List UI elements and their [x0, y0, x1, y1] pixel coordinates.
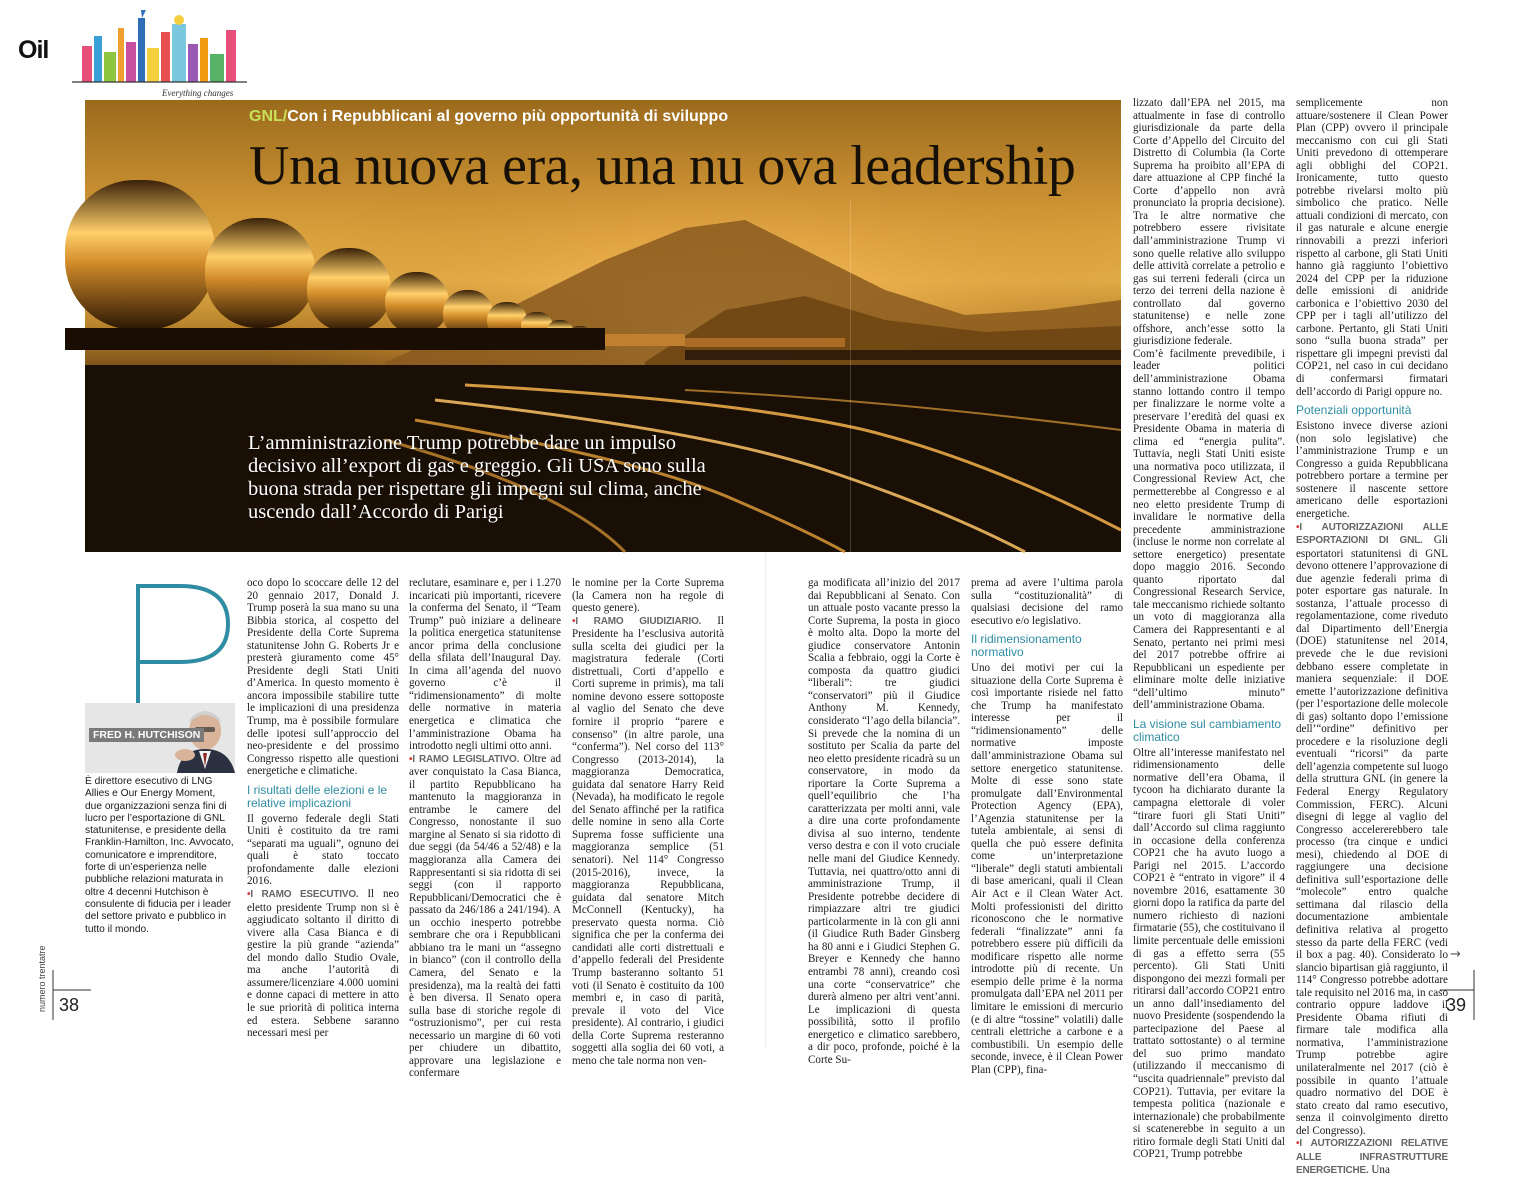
- issue-label: numero trentatre: [37, 945, 47, 1012]
- paragraph: lizzato dall’EPA nel 2015, ma attualmente in fase di controllo giurisdizionale da parte della Corte d’Appello del Circuito del Distretto di Columbia (la Corte Suprema ha proibito all’EPA di dare attuazione al CPP finché la Corte d’appello non avrà pronunciato la propria decisione). Tra le altre normative che potrebbero essere rivisitate dall’amministrazione Trump vi sono quelle relative allo sviluppo delle attività correlate a petrolio e gas sui terreni federali (circa un terzo dei terreni della nazione è controllato dal governo statunitense) e nelle zone offshore, anch’esse sotto la giurisdizione federale.: [1133, 97, 1285, 348]
- article-title: Una nuova era, una nu ova leadership: [249, 135, 1076, 197]
- paragraph: •I AUTORIZZAZIONI RELATIVE ALLE INFRASTRUTTURE ENERGETICHE. Una: [1296, 1138, 1448, 1177]
- hero-image: [85, 100, 1121, 552]
- paragraph: Uno dei motivi per cui la situazione della Corte Suprema è così importante risiede nel fatto che Trump ha manifestato interesse per il “ridimensionamento” delle normative imposte dall’amministrazione Obama sul settore energetico statunitense. Molte di esse sono state promulgate dall’Environmental Protection Agency (EPA), l’Agenzia statunitense per la tutela ambientale, ai sensi di quella che può essere definita come un’interpretazione “liberale” degli statuti ambientali di base americani, quali il Clean Air Act e il Clean Water Act. Molti professionisti del diritto riconoscono che le normative federali “finalizzate” anni fa potrebbero essere più difficili da modificare rispetto alle norme introdotte più di recente. Un esempio delle prime è la norma promulgata dall’EPA nel 2011 per limitare le emissioni di mercurio (e di altre “tossine” volatili) dalle centrali elettriche a carbone e a combustibili. Un esempio delle seconde, invece, è il Clean Power Plan (CPP), fina-: [971, 662, 1123, 1076]
- section-lead: •I RAMO ESECUTIVO.: [247, 889, 359, 901]
- paragraph: Esistono invece diverse azioni (non solo legislative) che l’amministrazione Trump e un Congresso a guida Repubblicana potrebbero portare a termine per sostenere il nascente settore americano delle esportazioni energetiche.: [1296, 420, 1448, 520]
- paragraph: oco dopo lo scoccare delle 12 del 20 gennaio 2017, Donald J. Trump poserà la sua mano su una Bibbia storica, al cospetto del Presidente della Corte Suprema statunitense John G. Roberts Jr e presterà giuramento come 45° Presidente degli Stati Uniti d’America. In questo momento è ancora impossibile stabilire tutte le implicazioni di una presidenza Trump, ma è possibile formulare delle ipotesi sull’approccio del neo-presidente e del prossimo Congresso rispetto alle questioni energetiche e climatiche.: [247, 577, 399, 778]
- subheading: I risultati delle elezioni e le relative implicazioni: [247, 782, 388, 810]
- author-name: FRED H. HUTCHISON: [89, 728, 204, 742]
- masthead: [14, 8, 244, 100]
- paragraph: semplicemente non attuare/sostenere il Clean Power Plan (CPP) ovvero il principale meccanismo con cui gli Stati Uniti prevedono di ottemperare agli obblighi del COP21. Ironicamente, tutto questo potrebbe rivelarsi molto più simbolico che pratico. Nelle attuali condizioni di mercato, con il gas naturale e alcune energie rinnovabili a prezzi inferiori rispetto al carbone, gli Stati Uniti hanno già raggiunto l’obiettivo 2024 del CPP per la riduzione delle emissioni di anidride carbonica e l’obiettivo 2030 del CPP per i tagli all’utilizzo del carbone. Pertanto, gli Stati Uniti sono “sulla buona strada” per rispettare gli impegni previsti dal COP21, nel caso in cui decidano di confermarsi firmatari dell’accordo di Parigi oppure no.: [1296, 97, 1448, 398]
- paragraph: Il governo federale degli Stati Uniti è costituito da tre rami “separati ma uguali”, ognuno dei quali è stato toccato profondamente dalle elezioni 2016.: [247, 812, 399, 888]
- column-2: [409, 577, 561, 1080]
- section-lead: •I AUTORIZZAZIONI RELATIVE ALLE INFRASTRUTTURE ENERGETICHE.: [1296, 1138, 1448, 1177]
- subheading: La visione sul cambiamento climatico: [1133, 716, 1282, 744]
- column-4: [808, 577, 960, 1066]
- drop-cap: [132, 580, 232, 712]
- paragraph: •I RAMO ESECUTIVO. Il neo eletto presidente Trump non si è aggiudicato soltanto il diritto di vivere alla Casa Bianca e di gestire la più grande “azienda” del mondo dallo Studio Ovale, ma anche l’autorità di assumere/licenziare 4.000 uomini e donne capaci di mettere in atto le sue priorità di politica interna ed estera. Sebbene saranno necessari mesi per: [247, 888, 399, 1040]
- author-bio: È direttore esecutivo di LNG Allies e Our Energy Moment, due organizzazioni senza fini di lucro per l’esportazione di GNL statunitense, e presidente della Franklin-Hamilton, Inc. Avvocato, comunicatore e imprenditore, forte di un’esperienza nelle pubbliche relazioni maturata in oltre 4 decenni Hutchison è consulente di fiducia per i leader del settore privato e pubblico in tutto il mondo.: [85, 776, 234, 935]
- paragraph: reclutare, esaminare e, per i 1.270 incaricati più importanti, ricevere la conferma del Senato, il “Team Trump” può iniziare a delineare la politica energetica statunitense ancor prima della conclusione della sfilata dell’Inaugural Day. In cima all’agenda del nuovo governo c’è il “ridimensionamento” di molte delle normative in materia energetica e climatica che l’amministrazione Obama ha introdotto negli ultimi otto anni.: [409, 577, 561, 753]
- skyline-illustration: [72, 8, 247, 88]
- paragraph: prema ad avere l’ultima parola sulla “costituzionalità” di qualsiasi decisione del ramo esecutivo e/o legislativo.: [971, 577, 1123, 627]
- paragraph: ga modificata all’inizio del 2017 dai Repubblicani al Senato. Con un attuale posto vacante presso la Corte Suprema, la posta in gioco è molto alta. Dopo la morte del giudice conservatore Antonin Scalia a febbraio, oggi la Corte è composta da quattro giudici “liberali”: tre giudici “conservatori” più il Giudice Anthony M. Kennedy, considerato “l’ago della bilancia”. Si prevede che la nomina di un sostituto per Scalia da parte del neo eletto presidente ricadrà su un conservatore, in modo da riportare la Corte Suprema a quell’equilibrio che l’ha caratterizzata per molti anni, vale a dire una corte profondamente divisa al suo interno, tendente verso destra e con il voto cruciale nelle mani del Giudice Kennedy. Tuttavia, nei quattro/otto anni di amministrazione Trump, il Presidente potrebbe decidere di rimpiazzare altri tre giudici particolarmente in là con gli anni (il Giudice Ruth Bader Ginsberg ha 80 anni e i Giudici Stephen G. Breyer e Kennedy che hanno entrambi 78 anni), creando così una corte “conservatrice” che durerà almeno per altri vent’anni. Le implicazioni di questa possibilità, sotto il profilo energetico e climatico sarebbero, a dir poco, profonde, poiché è la Corte Su-: [808, 577, 960, 1066]
- spread-gutter: [765, 552, 766, 1049]
- section-lead: •I RAMO GIUDIZIARIO.: [572, 615, 702, 627]
- kicker-text: Con i Repubblicani al governo più opportunità di sviluppo: [287, 108, 729, 125]
- paragraph: •I RAMO LEGISLATIVO. Oltre ad aver conquistato la Casa Bianca, il partito Repubblicano ha mantenuto la maggioranza in entrambe le camere del Congresso, nonostante il suo margine al Senato si sia ridotto di due seggi (da 54/46 a 52/48) e la maggioranza alla Camera dei Rappresentanti si sia ridotta di sei seggi (con il rapporto Repubblicani/Democratici che è passato da 246/186 a 241/194). A un occhio inesperto potrebbe sembrare che ora i Repubblicani abbiano tra le mani un “assegno in bianco” (con il controllo della Camera, del Senato e la presidenza), ma la realtà dei fatti è ben diversa. Il Senato opera sulla base di storiche regole di “ostruzionismo”, per cui resta necessario un margine di 60 voti per chiudere un dibattito, approvare una legislazione e confermare: [409, 752, 562, 1080]
- column-5: [971, 577, 1123, 1076]
- hero-kicker: [249, 108, 728, 126]
- magazine-tagline: Everything changes: [162, 88, 234, 98]
- paragraph: •I AUTORIZZAZIONI ALLE ESPORTAZIONI DI GNL. Gli esportatori statunitensi di GNL devono ottenere l’approvazione di due agenzie federali prima di poter esportare gas naturale. In sostanza, l’attuale processo di regolamentazione, come riveduto dal Dipartimento dell’Energia (DOE) statunitense nel 2014, prevede che le due revisioni debbano essere completate in maniera sequenziale: il DOE emette l’autorizzazione definitiva (per l’esportazione delle molecole di gas) soltanto dopo l’emissione dell’“ordine” definitivo per procedere e la risoluzione degli eventuali “ricorsi” da parte dell’agenzia competente sul luogo della struttura GNL (in genere la Federal Energy Regulatory Commission, FERC). Alcuni disegni di legge al vaglio del Congresso accelererebbero tale processo (tra cinque e undici mesi), chiedendo al DOE di raggiungere una decisione definitiva sull’esportazione delle “molecole” entro qualche settimana dal rilascio della documentazione ambientale definitiva relativa al progetto stesso da parte della FERC (vedi il box a pag. 40). Considerato lo slancio bipartisan già raggiunto, il 114° Congresso potrebbe adottare tale requisito nel 2016 ma, in caso contrario oppure laddove il Presidente Obama rifiuti di firmare tale modifica alla normativa, l’amministrazione Trump potrebbe agire unilateralmente nel 2017 (ciò è possibile in quanto l’attuale quadro normativo del DOE è stato creato dal ramo esecutivo, senza il coinvolgimento diretto del Congresso).: [1296, 521, 1448, 1137]
- page-number-left: 38: [59, 995, 80, 1015]
- column-3: [572, 577, 724, 1067]
- paragraph: Com’è facilmente prevedibile, i leader politici dell’amministrazione Obama stanno lottando contro il tempo per finalizzare le norme volte a preservare l’eredità del quasi ex Presidente Obama in materia di clima ed “energia pulita”. Tuttavia, negli Stati Uniti esiste una normativa poco utilizzata, il Congressional Review Act, che permetterebbe al Congresso e al neo eletto presidente Trump di invalidare le normative della precedente amministrazione (incluse le norme non correlate al settore energetico) presentate dopo maggio 2016. Secondo quanto riportato dal Congressional Research Service, tale meccanismo richiede soltanto un voto di maggioranza alla Camera dei Rappresentanti e al Senato, pertanto nei primi mesi del 2017 potrebbe offrire ai Repubblicani un espediente per eliminare molte delle iniziative “dell’ultimo minuto” dell’amministrazione Obama.: [1133, 347, 1285, 712]
- subheading: Potenziali opportunità: [1296, 403, 1412, 418]
- arrow-right-icon: →: [1450, 947, 1461, 962]
- column-7: [1296, 97, 1448, 1178]
- paragraph: le nomine per la Corte Suprema (la Camera non ha regole di questo genere).: [572, 577, 724, 615]
- magazine-logo: Oil: [18, 36, 49, 64]
- subheading: Il ridimensionamento normativo: [971, 632, 1082, 660]
- article-standfirst: L’amministrazione Trump potrebbe dare un impulso decisivo all’export di gas e greggio. Gli USA sono sulla buona strada per rispettare gli impegni sul clima, anche uscendo dall’Accordo di Parigi: [248, 432, 706, 523]
- column-6: [1133, 97, 1285, 1161]
- section-lead: •I AUTORIZZAZIONI ALLE ESPORTAZIONI DI GNL.: [1296, 521, 1448, 547]
- folio-right: [1440, 960, 1500, 1030]
- paragraph: Oltre all’interesse manifestato nel ridimensionamento delle normative dell’era Obama, il tycoon ha dichiarato durante la campagna elettorale di voler “tirare fuori gli Stati Uniti” dall’Accordo sul clima raggiunto in occasione della conferenza COP21 che ha avuto luogo a Parigi nel 2015. L’accordo COP21 è “entrato in vigore” il 4 novembre 2016, esattamente 30 giorni dopo la ratifica da parte del numero richiesto di nazioni firmatarie (55), che costituivano il limite percentuale delle emissioni di gas a effetto serra (55 percento). Gli Stati Uniti dispongono dei mezzi formali per ritirarsi dall’accordo COP21 entro un anno dall’insediamento del nuovo Presidente (sospendendo la partecipazione del Paese al trattato sottostante) o al termine del suo primo mandato (utilizzando il meccanismo di “uscita quadriennale” previsto dal COP21). Tuttavia, per evitare la tempesta politica (nazionale e internazionale) che probabilmente si scatenerebbe in seguito a un ritiro formale degli Stati Uniti dal COP21, Trump potrebbe: [1133, 746, 1285, 1161]
- paragraph: •I RAMO GIUDIZIARIO. Il Presidente ha l’esclusiva autorità sulla scelta dei giudici per la magistratura federale (Corti distrettuali, Corti d’appello e Corti supreme in primis), ma tali nomine devono essere sottoposte al vaglio del Senato che deve fornire il proprio “parere e consenso” (in altre parole, una “conferma”). Nel corso del 113° Congresso (2013-2014), la maggioranza Democratica, guidata dal senatore Harry Reid (Nevada), ha modificato le regole del Senato affinché per la ratifica delle nomine in seno alla Corte Suprema fosse sufficiente una maggioranza semplice (51 senatori). Nel 114° Congresso (2015-2016), invece, la maggioranza Repubblicana, guidata dal senatore Mitch McConnell (Kentucky), ha preservato questa norma. Ciò significa che per la conferma dei candidati alle corti distrettuali e d’appello federali del Presidente Trump basteranno soltanto 51 voti (il Senato è costituito da 100 membri e, in caso di parità, prevale il voto del Vice presidente). Al contrario, i giudici della Corte Suprema resteranno soggetti alla soglia dei 60 voti, a meno che tale norma non ven-: [572, 614, 724, 1067]
- section-lead: •I RAMO LEGISLATIVO.: [409, 753, 520, 765]
- folio-left: [33, 945, 93, 1030]
- kicker-keyword: GNL/: [249, 108, 288, 125]
- page-number-right: 39: [1446, 995, 1467, 1015]
- column-1: [247, 577, 399, 1040]
